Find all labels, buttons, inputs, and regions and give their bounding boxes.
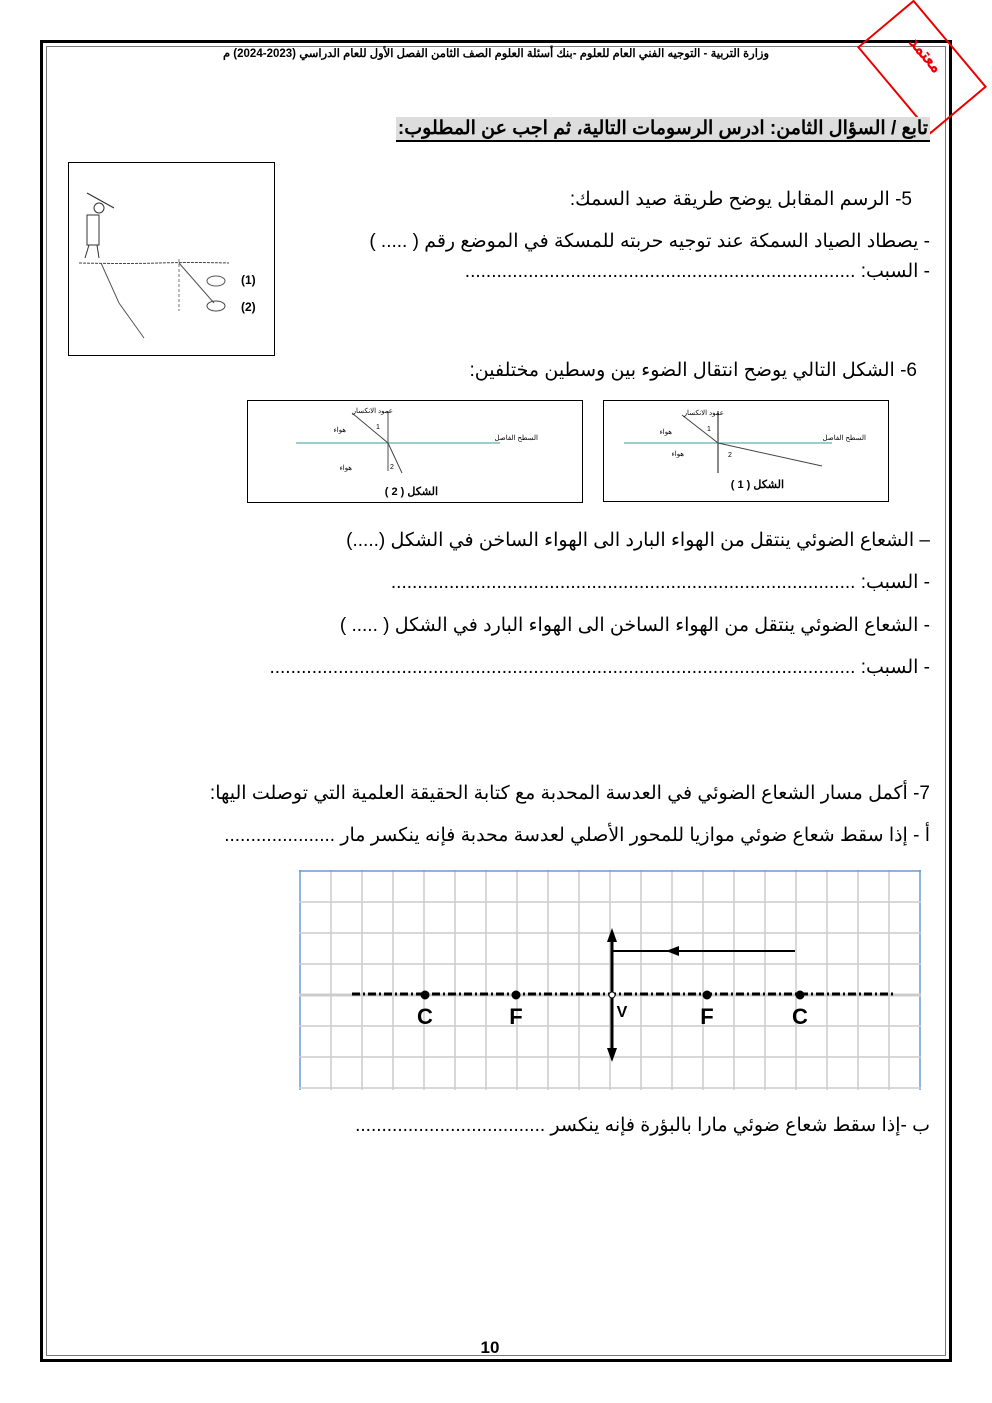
position-label-1: (1)	[241, 273, 256, 287]
incident-ray	[352, 413, 388, 443]
q5-heading: 5- الرسم المقابل يوضح طريقة صيد السمك:	[569, 189, 912, 210]
angle-label: 1	[376, 424, 380, 431]
point-marker	[703, 991, 711, 999]
surface-label: السطح الفاصل	[822, 435, 866, 442]
figure-2	[247, 400, 583, 503]
point-label: F	[509, 1004, 523, 1029]
fishing-figure	[68, 162, 275, 356]
medium-label: هواء	[339, 465, 352, 472]
point-label: C	[792, 1004, 808, 1029]
point-marker	[512, 991, 520, 999]
q6-heading: 6- الشكل التالي يوضح انتقال الضوء بين وسطين مختلفين:	[469, 360, 917, 381]
q6-reason-1: - السبب: ........................................................................................	[390, 572, 930, 593]
q7-heading: 7- أكمل مسار الشعاع الضوئي في العدسة المحدبة مع كتابة الحقيقة العلمية التي توصلت اليها:	[209, 783, 930, 804]
point-marker	[421, 991, 429, 999]
lens-arrow-bottom	[607, 1048, 617, 1062]
angle-label: 2	[390, 464, 394, 471]
point-label: V	[616, 1004, 628, 1021]
surface-label: السطح الفاصل	[494, 435, 538, 442]
q6-question-2: - الشعاع الضوئي ينتقل من الهواء الساخن الى الهواء البارد في الشكل ( ..... )	[339, 615, 930, 636]
convex-lens-diagram	[299, 870, 924, 1092]
point-label: C	[417, 1004, 433, 1029]
figure-caption: الشكل ( 2 )	[384, 486, 438, 498]
angle-label: 1	[707, 426, 711, 433]
medium-label: هواء	[659, 429, 672, 436]
q7-part-b: ب -إذا سقط شعاع ضوئي مارا بالبؤرة فإنه ينكسر ....................................	[355, 1115, 930, 1136]
refracted-ray	[718, 443, 822, 466]
q6-reason-2: - السبب: ...............................................................................................................	[269, 657, 930, 678]
figure-caption: الشكل ( 1 )	[730, 479, 784, 491]
stamp-text: معتمد	[905, 32, 947, 77]
q5-question: - يصطاد الصياد السمكة عند توجيه حربته للمسكة في الموضع رقم ( ..... )	[369, 231, 930, 252]
point-label: F	[700, 1004, 714, 1029]
header: وزارة التربية - التوجيه الفني العام للعلوم -بنك أسئلة العلوم الصف الثامن الفصل الأول للعام الدراسي (2023-2024) م	[222, 48, 770, 60]
lens-arrow-top	[607, 928, 617, 942]
medium-label: هواء	[333, 427, 346, 434]
incident-ray	[682, 415, 718, 443]
figure-1	[603, 400, 889, 502]
angle-label: 2	[728, 452, 732, 459]
normal-label: عمود الانكسار	[683, 410, 724, 417]
medium-label: هواء	[671, 451, 684, 458]
q7-part-a: أ - إذا سقط شعاع ضوئي موازيا للمحور الأصلي لعدسة محدبة فإنه ينكسر مار .....................	[224, 825, 930, 846]
q5-reason: - السبب: ..........................................................................	[464, 261, 930, 282]
section-title: تابع / السؤال الثامن: ادرس الرسومات التالية، ثم اجب عن المطلوب:	[396, 117, 930, 142]
normal-label: عمود الانكسار	[352, 408, 393, 415]
position-label-2: (2)	[241, 300, 256, 314]
q6-question-1: – الشعاع الضوئي ينتقل من الهواء البارد الى الهواء الساخن في الشكل (.....)	[346, 530, 930, 551]
page-number: 10	[480, 1338, 500, 1357]
grid	[299, 870, 921, 1090]
point-marker	[609, 992, 615, 998]
fisherman-drawing	[69, 163, 274, 355]
point-marker	[796, 991, 804, 999]
